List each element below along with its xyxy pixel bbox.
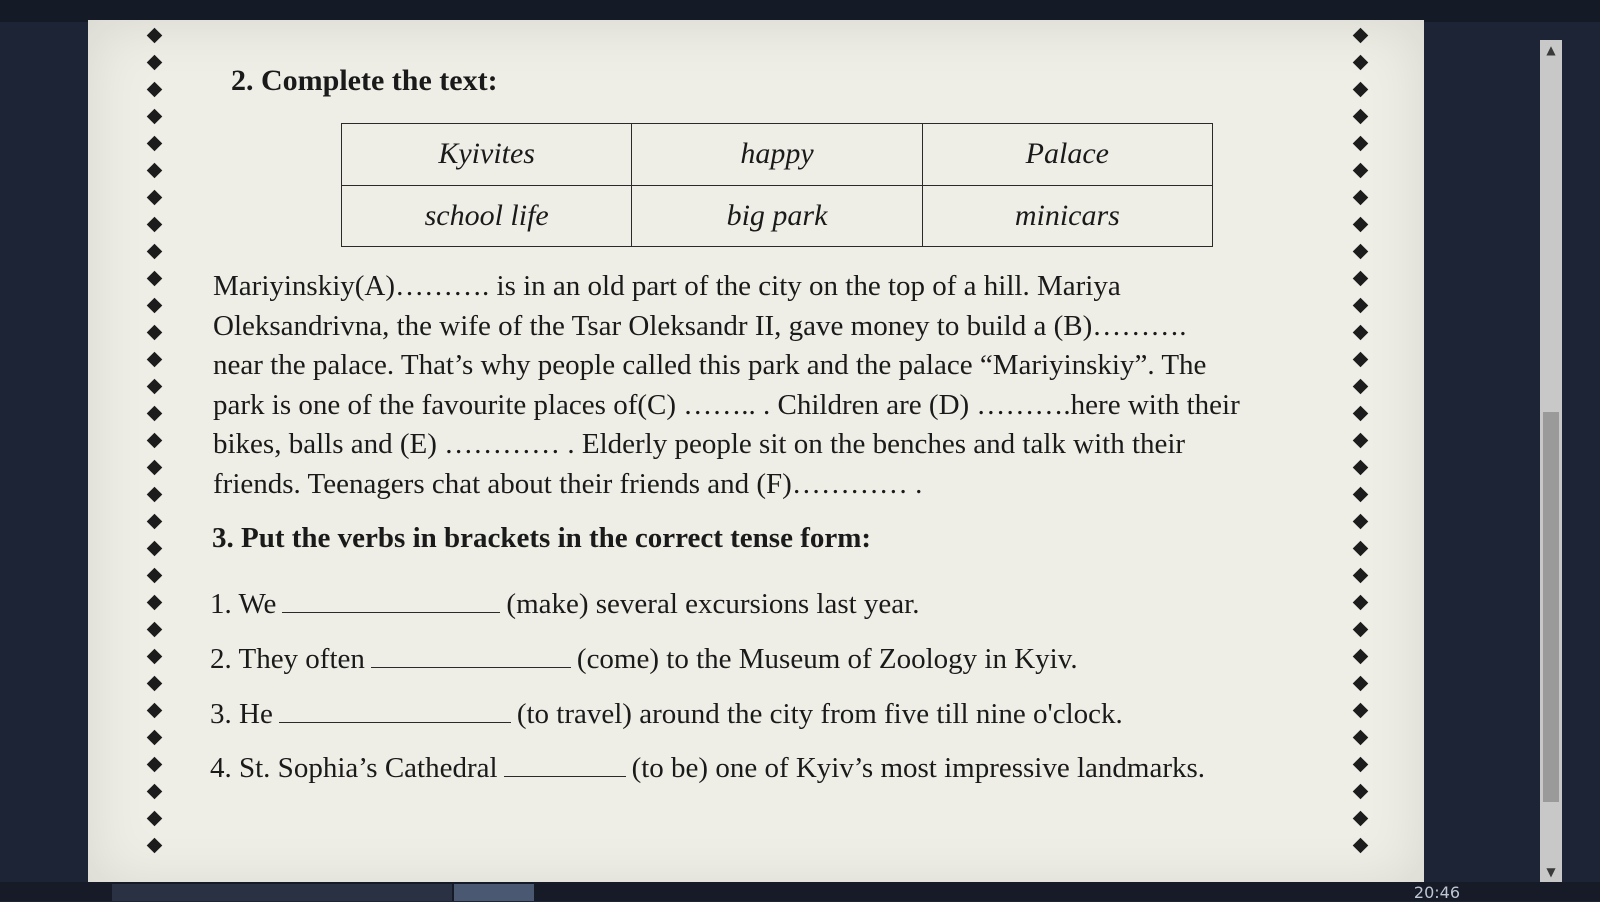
- exercise-3-item: [210, 696, 1123, 731]
- decorative-diamond-border-right: [1350, 22, 1370, 882]
- diamond-ornament-icon: [1352, 568, 1368, 584]
- diamond-ornament-icon: [146, 514, 162, 530]
- table-cell: minicars: [922, 185, 1212, 247]
- diamond-ornament-icon: [146, 811, 162, 827]
- word-bank-table: [341, 123, 1213, 247]
- diamond-ornament-icon: [146, 595, 162, 611]
- monitor-bezel: [0, 0, 1600, 22]
- diamond-ornament-icon: [1352, 352, 1368, 368]
- answer-blank: [282, 586, 500, 613]
- decorative-diamond-border-left: [144, 22, 164, 882]
- diamond-ornament-icon: [146, 244, 162, 260]
- diamond-ornament-icon: [1352, 649, 1368, 665]
- diamond-ornament-icon: [146, 460, 162, 476]
- paragraph-line: near the palace. That’s why people called this park and the palace “Mariyinskiy”. The: [213, 349, 1207, 381]
- diamond-ornament-icon: [146, 28, 162, 44]
- diamond-ornament-icon: [146, 217, 162, 233]
- item-prompt: 2. They often: [210, 643, 365, 675]
- diamond-ornament-icon: [1352, 622, 1368, 638]
- diamond-ornament-icon: [1352, 217, 1368, 233]
- diamond-ornament-icon: [1352, 325, 1368, 341]
- paragraph-line: Mariyinskiy(A)………. is in an old part of the city on the top of a hill. Mariya: [213, 270, 1121, 302]
- item-verb-hint: (to be) one of Kyiv’s most impressive landmarks.: [631, 752, 1206, 784]
- answer-blank: [504, 750, 626, 777]
- diamond-ornament-icon: [1352, 838, 1368, 854]
- scroll-thumb[interactable]: [1543, 412, 1559, 802]
- diamond-ornament-icon: [146, 136, 162, 152]
- diamond-ornament-icon: [1352, 28, 1368, 44]
- table-row: [342, 124, 1213, 186]
- diamond-ornament-icon: [146, 487, 162, 503]
- taskbar-app-button-active[interactable]: [454, 884, 534, 901]
- diamond-ornament-icon: [146, 784, 162, 800]
- exercise-3-heading: 3. Put the verbs in brackets in the correct tense form:: [212, 522, 872, 554]
- diamond-ornament-icon: [1352, 541, 1368, 557]
- diamond-ornament-icon: [1352, 757, 1368, 773]
- diamond-ornament-icon: [146, 568, 162, 584]
- table-cell: Kyivites: [342, 124, 632, 186]
- exercise-2-heading: 2. Complete the text:: [231, 64, 498, 97]
- table-cell: happy: [632, 124, 922, 186]
- table-cell: school life: [342, 185, 632, 247]
- diamond-ornament-icon: [1352, 460, 1368, 476]
- exercise-3-item: [210, 586, 920, 621]
- diamond-ornament-icon: [146, 622, 162, 638]
- table-cell: big park: [632, 185, 922, 247]
- diamond-ornament-icon: [146, 379, 162, 395]
- diamond-ornament-icon: [146, 298, 162, 314]
- diamond-ornament-icon: [146, 433, 162, 449]
- item-verb-hint: (to travel) around the city from five till nine o'clock.: [516, 698, 1123, 730]
- vertical-scrollbar[interactable]: [1540, 40, 1562, 882]
- diamond-ornament-icon: [1352, 514, 1368, 530]
- item-verb-hint: (make) several excursions last year.: [506, 588, 920, 620]
- scroll-down-arrow-icon[interactable]: ▼: [1546, 865, 1556, 879]
- diamond-ornament-icon: [146, 325, 162, 341]
- diamond-ornament-icon: [1352, 406, 1368, 422]
- table-cell: Palace: [922, 124, 1212, 186]
- diamond-ornament-icon: [146, 109, 162, 125]
- diamond-ornament-icon: [1352, 487, 1368, 503]
- taskbar: [0, 882, 1600, 901]
- diamond-ornament-icon: [146, 190, 162, 206]
- diamond-ornament-icon: [146, 541, 162, 557]
- answer-blank: [279, 696, 511, 723]
- cloze-paragraph: [213, 267, 1303, 504]
- diamond-ornament-icon: [1352, 676, 1368, 692]
- paragraph-line: bikes, balls and (E) ………… . Elderly people sit on the benches and talk with their: [213, 428, 1186, 460]
- diamond-ornament-icon: [1352, 784, 1368, 800]
- item-prompt: 1. We: [210, 588, 277, 620]
- diamond-ornament-icon: [146, 649, 162, 665]
- answer-blank: [371, 641, 571, 668]
- exercise-3-item: [210, 641, 1078, 676]
- exercise-3-item: [210, 750, 1205, 785]
- diamond-ornament-icon: [146, 838, 162, 854]
- taskbar-app-button[interactable]: [112, 884, 452, 901]
- diamond-ornament-icon: [1352, 298, 1368, 314]
- diamond-ornament-icon: [1352, 109, 1368, 125]
- item-prompt: 4. St. Sophia’s Cathedral: [210, 752, 498, 784]
- diamond-ornament-icon: [1352, 271, 1368, 287]
- diamond-ornament-icon: [1352, 163, 1368, 179]
- table-row: [342, 185, 1213, 247]
- taskbar-clock[interactable]: 20:46: [1413, 883, 1460, 902]
- item-prompt: 3. He: [210, 698, 273, 730]
- diamond-ornament-icon: [1352, 433, 1368, 449]
- diamond-ornament-icon: [1352, 55, 1368, 71]
- item-verb-hint: (come) to the Museum of Zoology in Kyiv.: [576, 643, 1078, 675]
- diamond-ornament-icon: [146, 163, 162, 179]
- diamond-ornament-icon: [146, 82, 162, 98]
- diamond-ornament-icon: [146, 757, 162, 773]
- diamond-ornament-icon: [1352, 82, 1368, 98]
- diamond-ornament-icon: [1352, 703, 1368, 719]
- diamond-ornament-icon: [146, 676, 162, 692]
- diamond-ornament-icon: [146, 406, 162, 422]
- diamond-ornament-icon: [1352, 730, 1368, 746]
- diamond-ornament-icon: [1352, 595, 1368, 611]
- diamond-ornament-icon: [146, 703, 162, 719]
- paragraph-line: friends. Teenagers chat about their friends and (F)………… .: [213, 467, 923, 500]
- scroll-up-arrow-icon[interactable]: ▲: [1546, 43, 1556, 57]
- diamond-ornament-icon: [1352, 811, 1368, 827]
- diamond-ornament-icon: [146, 352, 162, 368]
- paragraph-line: Oleksandrivna, the wife of the Tsar Oleksandr II, gave money to build a (B)……….: [213, 309, 1187, 342]
- diamond-ornament-icon: [1352, 379, 1368, 395]
- diamond-ornament-icon: [146, 55, 162, 71]
- diamond-ornament-icon: [1352, 136, 1368, 152]
- paragraph-line: park is one of the favourite places of(C) …….. . Children are (D) ……….here with their: [213, 388, 1240, 421]
- diamond-ornament-icon: [146, 271, 162, 287]
- diamond-ornament-icon: [1352, 244, 1368, 260]
- diamond-ornament-icon: [1352, 190, 1368, 206]
- diamond-ornament-icon: [146, 730, 162, 746]
